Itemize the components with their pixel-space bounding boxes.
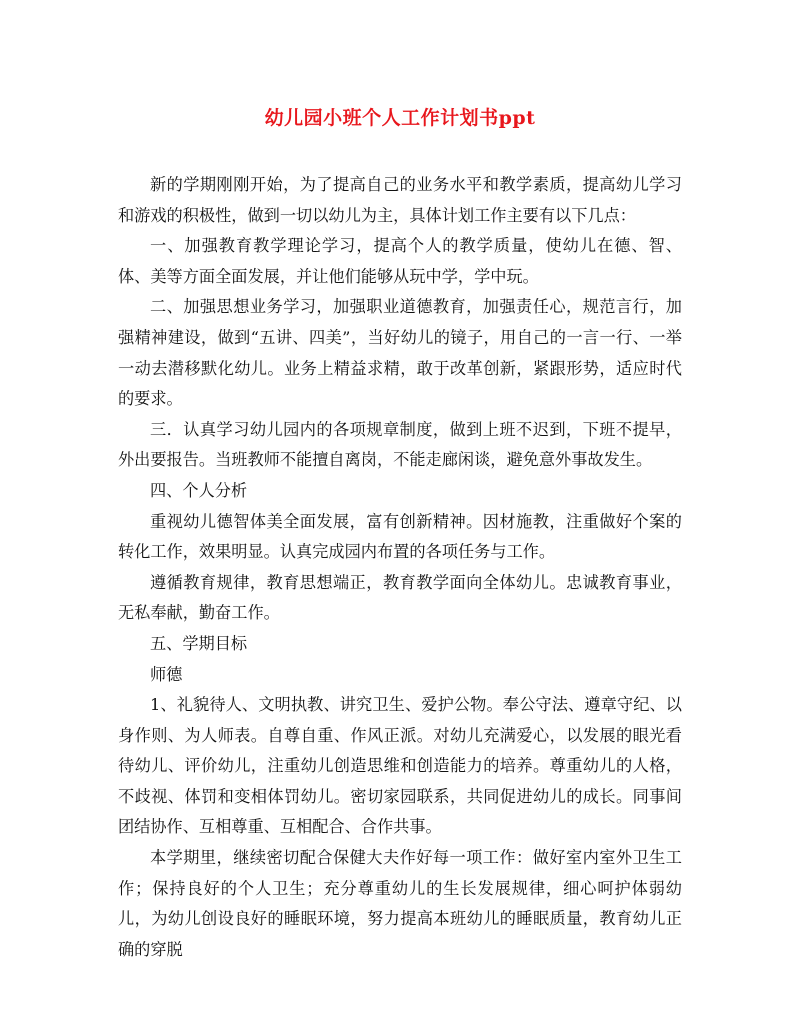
paragraph-health-work: 本学期里，继续密切配合保健大夫作好每一项工作：做好室内室外卫生工作；保持良好的个人卫生；充分尊重幼儿的生长发展规律，细心呵护体弱幼儿，为幼儿创设良好的睡眠环境，努力提高本班幼儿的睡眠质量，教育幼儿正确的穿脱 — [118, 848, 682, 959]
document-body — [118, 170, 682, 965]
section-heading-semester-goals: 五、学期目标 — [150, 633, 248, 653]
paragraph-item-3: 三．认真学习幼儿园内的各项规章制度，做到上班不迟到，下班不提早，外出要报告。当班教师不能擅自离岗，不能走廊闲谈，避免意外事故发生。 — [118, 419, 682, 470]
document-title: 幼儿园小班个人工作计划书ppt — [264, 107, 536, 129]
paragraph-ethics-1: 1、礼貌待人、文明执教、讲究卫生、爱护公物。奉公守法、遵章守纪、以身作则、为人师表。自尊自重、作风正派。对幼儿充满爱心，以发展的眼光看待幼儿、评价幼儿，注重幼儿创造思维和创造能力的培养。尊重幼儿的人格，不歧视、体罚和变相体罚幼儿。密切家园联系，共同促进幼儿的成长。同事间团结协作、互相尊重、互相配合、合作共事。 — [118, 695, 682, 837]
paragraph-analysis-1: 重视幼儿德智体美全面发展，富有创新精神。因材施教，注重做好个案的转化工作，效果明显。认真完成园内布置的各项任务与工作。 — [118, 511, 682, 562]
section-heading-personal-analysis: 四、个人分析 — [150, 480, 248, 500]
subheading-teacher-ethics: 师德 — [150, 664, 183, 684]
paragraph-item-1: 一、加强教育教学理论学习，提高个人的教学质量，使幼儿在德、智、体、美等方面全面发展，并让他们能够从玩中学，学中玩。 — [118, 236, 682, 286]
paragraph-analysis-2: 遵循教育规律，教育思想端正，教育教学面向全体幼儿。忠诚教育事业，无私奉献，勤奋工作。 — [118, 572, 682, 623]
paragraph-item-2: 二、加强思想业务学习，加强职业道德教育，加强责任心，规范言行，加强精神建设，做到“五讲、四美”，当好幼儿的镜子，用自己的一言一行、一举一动去潜移默化幼儿。业务上精益求精，敢于改革创新，紧跟形势，适应时代的要求。 — [118, 297, 682, 409]
paragraph-intro: 新的学期刚刚开始，为了提高自己的业务水平和教学素质，提高幼儿学习和游戏的积极性，做到一切以幼儿为主，具体计划工作主要有以下几点： — [118, 175, 682, 225]
